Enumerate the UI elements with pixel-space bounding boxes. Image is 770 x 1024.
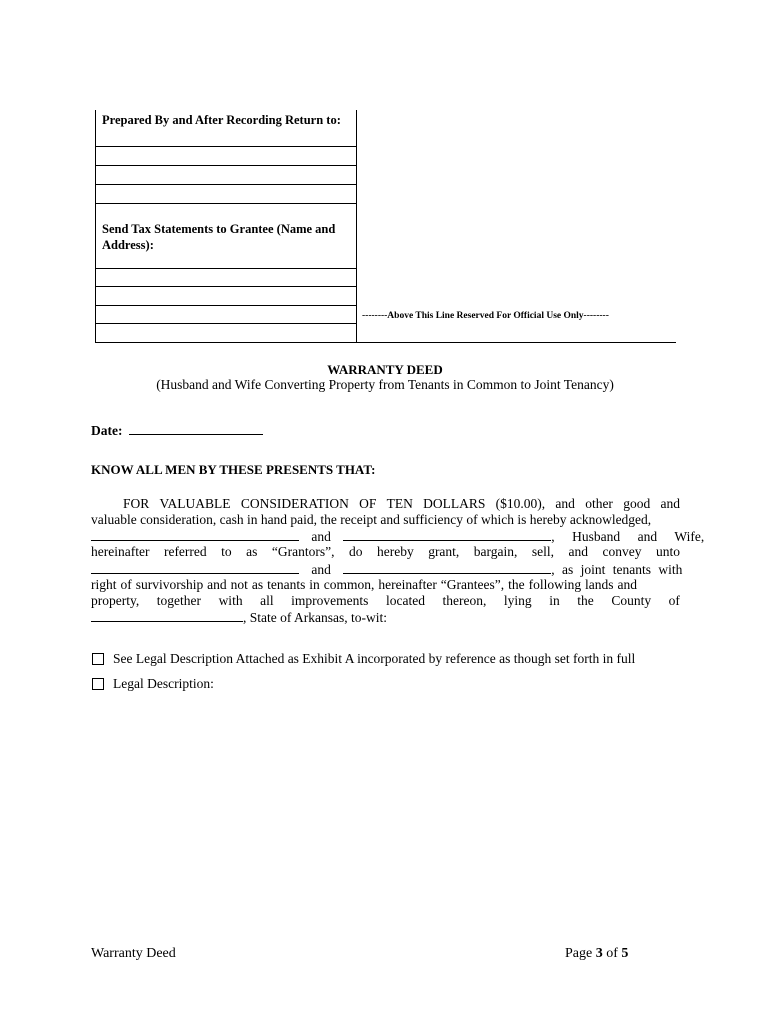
grantor-2-blank[interactable] [343, 528, 551, 541]
tax-heading-line-1: Send Tax Statements to Grantee (Name and [102, 222, 336, 236]
body-line-2-text: valuable consideration, cash in hand paid, the receipt and sufficiency of which is hereby acknowledged, [91, 512, 652, 527]
body-line-1-word: VALUABLE [159, 496, 231, 511]
body-line-1-word: FOR [123, 496, 150, 511]
body-line-7 [91, 593, 680, 609]
body-line-4-word: to [221, 544, 232, 559]
page-current: 3 [595, 946, 603, 961]
body-line-6-text: right of survivorship and not as tenants in common, hereinafter “Grantees”, the following lands and [91, 577, 638, 592]
grantee-address-line-4[interactable] [96, 323, 356, 324]
body-line-4-word: grant, [428, 544, 460, 559]
body-line-5-and: and [311, 562, 331, 577]
body-line-4-word: hereby [376, 544, 414, 559]
legal-description-label: Legal Description: [113, 676, 214, 691]
body-line-1-word: CONSIDERATION [240, 496, 349, 511]
grantor-1-blank[interactable] [91, 528, 299, 541]
body-line-7-word: located [385, 593, 425, 608]
body-line-1-word: ($10.00), [495, 496, 546, 511]
body-line-7-word: of [668, 593, 680, 608]
return-address-line-4[interactable] [96, 203, 356, 204]
body-line-4 [91, 544, 680, 560]
body-line-4-word: do [348, 544, 363, 559]
return-address-line-3[interactable] [96, 184, 356, 185]
exhibit-a-label: See Legal Description Attached as Exhibit A incorporated by reference as though set forth in full [113, 651, 636, 666]
page-total: 5 [621, 946, 629, 961]
exhibit-a-option[interactable] [92, 651, 635, 667]
grantee-address-line-1[interactable] [96, 268, 356, 269]
deed-subtitle: (Husband and Wife Converting Property from Tenants in Common to Joint Tenancy) [156, 377, 614, 392]
grantee-2-blank[interactable] [343, 561, 551, 574]
body-line-7-word: together [156, 593, 202, 608]
body-line-3 [91, 528, 705, 545]
body-line-7-word: property, [91, 593, 140, 608]
body-line-1-word: TEN [386, 496, 413, 511]
body-line-8-tail: , State of Arkansas, to-wit: [243, 610, 387, 625]
recording-info-box [95, 110, 357, 342]
deed-title: WARRANTY DEED [327, 362, 443, 377]
body-line-7-word: in [549, 593, 560, 608]
body-line-7-word: the [577, 593, 594, 608]
official-use-divider [95, 342, 676, 343]
tax-statements-heading [102, 221, 335, 253]
body-line-7-word: County [611, 593, 652, 608]
body-line-5-tail: , as joint tenants with [551, 562, 683, 577]
body-line-1-word: DOLLARS [423, 496, 486, 511]
body-line-4-word: bargain, [473, 544, 518, 559]
prepared-by-heading: Prepared By and After Recording Return to: [102, 113, 341, 127]
body-line-1-word: and [660, 496, 680, 511]
body-line-7-word: improvements [291, 593, 369, 608]
body-line-1 [123, 496, 680, 512]
exhibit-a-checkbox[interactable] [92, 653, 104, 665]
body-line-4-word: and [568, 544, 589, 559]
tax-heading-line-2: Address): [102, 238, 154, 252]
date-blank[interactable] [129, 422, 263, 435]
body-line-4-word: unto [655, 544, 680, 559]
return-address-line-2[interactable] [96, 165, 356, 166]
know-all-men-heading: KNOW ALL MEN BY THESE PRESENTS THAT: [91, 462, 376, 477]
legal-description-checkbox[interactable] [92, 678, 104, 690]
body-line-4-word: “Grantors”, [271, 544, 335, 559]
body-line-1-word: other [585, 496, 613, 511]
footer-page-number [565, 946, 628, 962]
body-line-7-word: with [218, 593, 243, 608]
body-line-5 [91, 561, 683, 578]
body-line-3-tail: , Husband and Wife, [551, 529, 705, 544]
date-label: Date: [91, 423, 123, 438]
body-line-7-word: thereon, [442, 593, 487, 608]
body-line-4-word: convey [602, 544, 642, 559]
body-line-1-word: OF [359, 496, 377, 511]
grantee-address-line-2[interactable] [96, 286, 356, 287]
page-prefix: Page [565, 946, 593, 961]
body-line-4-word: hereinafter [91, 544, 150, 559]
body-line-4-word: sell, [531, 544, 555, 559]
body-line-2 [91, 512, 680, 528]
page-of: of [606, 946, 618, 961]
return-address-line-1[interactable] [96, 146, 356, 147]
official-use-notice: --------Above This Line Reserved For Official Use Only-------- [362, 311, 609, 321]
body-line-3-and: and [311, 529, 331, 544]
body-line-8 [91, 609, 680, 626]
body-line-7-word: lying [503, 593, 532, 608]
county-blank[interactable] [91, 609, 243, 622]
grantee-1-blank[interactable] [91, 561, 299, 574]
legal-description-option[interactable] [92, 676, 214, 692]
body-line-4-word: referred [163, 544, 207, 559]
body-line-7-word: all [260, 593, 274, 608]
body-line-6 [91, 577, 680, 593]
body-line-4-word: as [246, 544, 258, 559]
grantee-address-line-3[interactable] [96, 305, 356, 306]
body-line-1-word: good [623, 496, 651, 511]
footer-doc-name: Warranty Deed [91, 946, 176, 961]
date-row [91, 422, 263, 439]
body-line-1-word: and [555, 496, 575, 511]
